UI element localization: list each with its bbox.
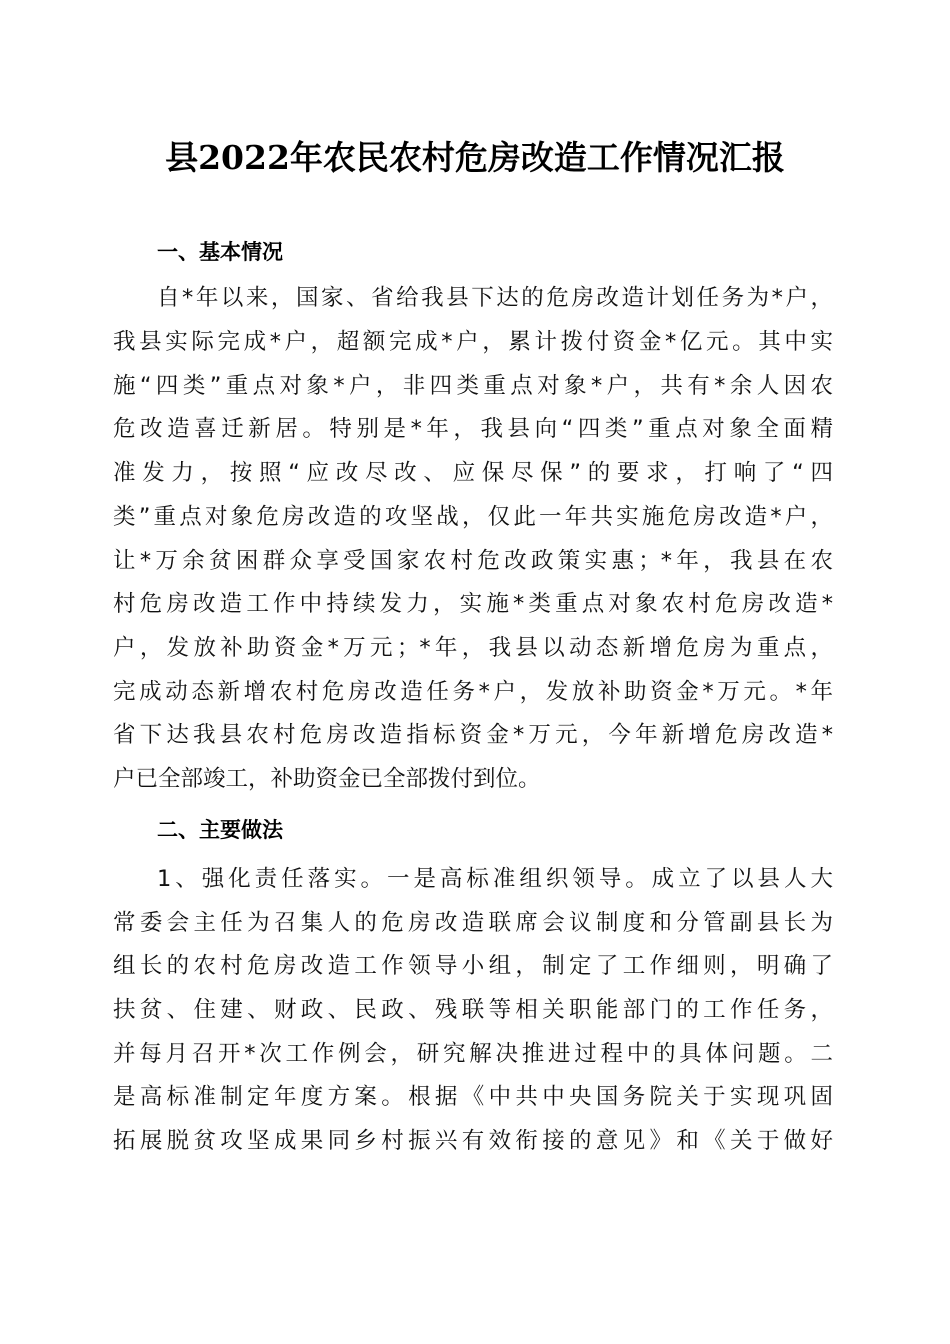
- paragraph-line: 是高标准制定年度方案。根据《中共中央国务院关于实现巩固: [113, 1084, 833, 1110]
- section-heading-main-practices: 二、主要做法: [157, 818, 283, 842]
- paragraph-line: 准发力，按照“应改尽改、应保尽保”的要求，打响了“四: [113, 460, 833, 486]
- paragraph-line: 扶贫、住建、财政、民政、残联等相关职能部门的工作任务，: [113, 997, 833, 1023]
- paragraph-line: 省下达我县农村危房改造指标资金*万元，今年新增危房改造*: [113, 722, 833, 748]
- document-title: 县2022年农民农村危房改造工作情况汇报: [165, 138, 785, 177]
- paragraph-line: 1、强化责任落实。一是高标准组织领导。成立了以县人大: [157, 866, 833, 892]
- paragraph-line: 户已全部竣工，补助资金已全部拨付到位。: [113, 766, 541, 792]
- paragraph-line: 危改造喜迁新居。特别是*年，我县向“四类”重点对象全面精: [113, 416, 833, 442]
- paragraph-line: 常委会主任为召集人的危房改造联席会议制度和分管副县长为: [113, 910, 833, 936]
- paragraph-line: 村危房改造工作中持续发力，实施*类重点对象农村危房改造*: [113, 591, 833, 617]
- paragraph-line: 拓展脱贫攻坚成果同乡村振兴有效衔接的意见》和《关于做好: [113, 1128, 833, 1154]
- paragraph-line: 施“四类”重点对象*户，非四类重点对象*户，共有*余人因农: [113, 373, 833, 399]
- paragraph-line: 让*万余贫困群众享受国家农村危改政策实惠；*年，我县在农: [113, 548, 833, 574]
- paragraph-line: 类”重点对象危房改造的攻坚战，仅此一年共实施危房改造*户，: [113, 504, 833, 530]
- section-heading-basic-situation: 一、基本情况: [157, 240, 283, 264]
- paragraph-line: 我县实际完成*户，超额完成*户，累计拨付资金*亿元。其中实: [113, 329, 833, 355]
- paragraph-line: 并每月召开*次工作例会，研究解决推进过程中的具体问题。二: [113, 1041, 833, 1067]
- paragraph-line: 完成动态新增农村危房改造任务*户，发放补助资金*万元。*年: [113, 679, 833, 705]
- paragraph-line: 自*年以来，国家、省给我县下达的危房改造计划任务为*户，: [157, 285, 833, 311]
- paragraph-line: 组长的农村危房改造工作领导小组，制定了工作细则，明确了: [113, 953, 833, 979]
- paragraph-line: 户，发放补助资金*万元；*年，我县以动态新增危房为重点，: [113, 635, 833, 661]
